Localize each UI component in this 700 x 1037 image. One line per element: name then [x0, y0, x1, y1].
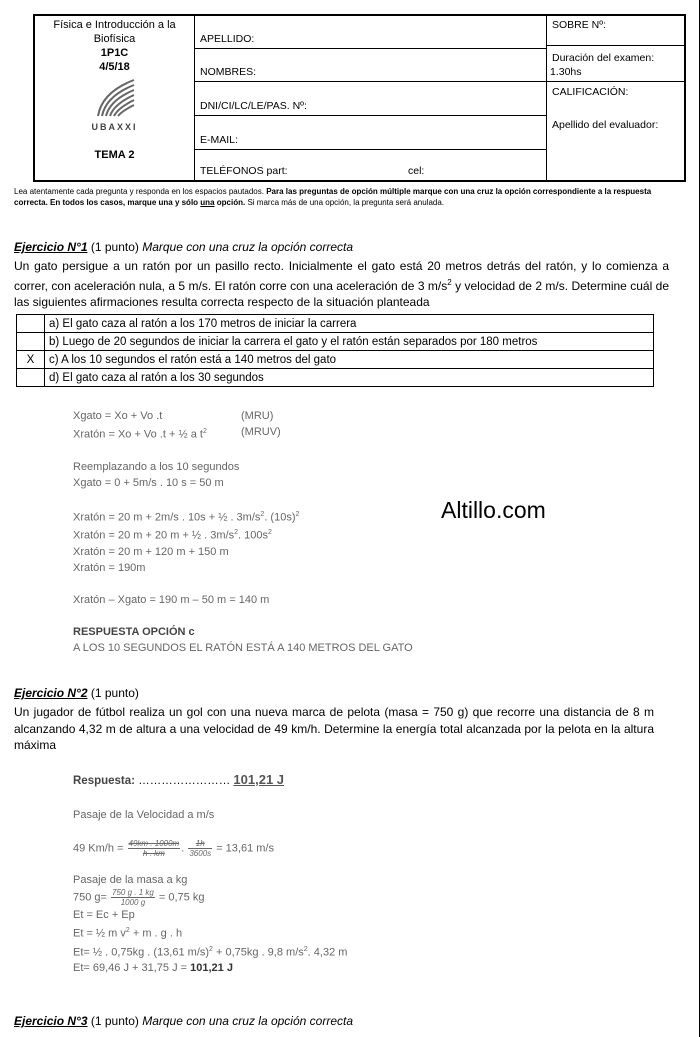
tema-label: TEMA 2 [94, 149, 135, 161]
exam-code: 1P1C [100, 47, 129, 59]
telefonos-field[interactable]: TELÉFONOS part: cel: [200, 165, 425, 177]
ex2-statement: Un jugador de fútbol realiza un gol con una nueva marca de pelota (masa = 750 g) que recorre una distancia de 8 m alcanzando 4,32 m de altura a una velocidad de 49 km/h. Determine la energía total alcanzada por la pelota en la altura máxima [14, 705, 654, 752]
option-row-d[interactable]: d) El gato caza al ratón a los 30 segundos [17, 369, 654, 387]
header-course-column [35, 16, 195, 180]
ex2-heading: Ejercicio N°2 (1 punto) [14, 686, 139, 700]
dni-field[interactable]: DNI/CI/LC/LE/PAS. Nº: [195, 82, 546, 116]
ex2-solution: Respuesta: …………………… 101,21 J Pasaje de la Velocidad a m/s 49 Km/h = $\frac{49km . 1000m}{h . km}$ . $\frac{1h}{3600s}$ = 13,61 m/s Pasaje de la masa a kg 750 g= $\frac{750 g . 1 kg}{1000 g}$ = 0,75 kg Et = Ec + Ep Et = ½ m $v^2 + m$ . g . h Et= ½ . 0,75kg . (13,61 m/s)$^2$ + 0,75kg . 9,8 $m/s^2$. 4,32 m Et= 69,46 J + 31,75 J = 101,21 J [73, 772, 348, 975]
ex3-heading: Ejercicio N°3 (1 punto) Marque con una cruz la opción correcta [14, 1014, 353, 1028]
ex1-heading: Ejercicio N°1 (1 punto) Marque con una cruz la opción correcta [14, 240, 353, 254]
nombres-field[interactable]: NOMBRES: [195, 49, 546, 82]
option-row-c[interactable]: X c) A los 10 segundos el ratón está a 140 metros del gato [17, 351, 654, 369]
option-row-a[interactable]: a) El gato caza al ratón a los 170 metros de iniciar la carrera [17, 315, 654, 333]
email-field[interactable]: E-MAIL: [195, 116, 546, 150]
ex1-options-table [16, 314, 654, 387]
ex1-statement: Un gato persigue a un ratón por un pasillo recto. Inicialmente el gato está 20 metros detrás del ratón, y lo comienza a correr, con aceleración nula, a 5 m/s. El ratón corre con una aceleración de 3 $m/s^2$ y velocidad de 2 m/s. Determine cuál de las siguientes afirmaciones resulta correcta respecto de la situación planteada [14, 259, 669, 309]
header-right-column [547, 16, 684, 180]
option-row-b[interactable]: b) Luego de 20 segundos de iniciar la carrera el gato y el ratón están separados por 180 metros [17, 333, 654, 351]
ex2-answer-label: Respuesta: [73, 775, 135, 787]
uba-logo-icon [90, 76, 140, 120]
ex1-answer-text: A LOS 10 SEGUNDOS EL RATÓN ESTÁ A 140 METROS DEL GATO [73, 641, 413, 654]
instructions: Lea atentamente cada pregunta y responda en los espacios pautados. Para las preguntas de opción múltiple marque con una cruz la opción correspondiente a la respuesta correcta. En todos los casos, marque una y sólo una opción. Si marca más de una opción, la pregunta será anulada. [14, 187, 652, 207]
altillo-watermark: Altillo.com [441, 497, 546, 523]
apellido-field[interactable]: APELLIDO: [195, 16, 546, 49]
cel-label: cel: [408, 165, 425, 177]
evaluador-label: Apellido del evaluador: [552, 119, 659, 131]
ex2-answer-value: 101,21 J [233, 772, 285, 787]
header-student-fields [195, 16, 547, 180]
exam-date: 4/5/18 [99, 61, 130, 73]
exam-header [33, 14, 686, 182]
ex1-solution: Xgato = Xo + Vo .t (MRU) Xratón = Xo + Vo .t + ½ a $t^2$ (MRUV) Reemplazando a los 10 segundos Xgato = 0 + 5m/s . 10 s = 50 m Xratón = 20 m + 2m/s . 10s + ½ . $3m/s^2$. $(10s)^2$ Xratón = 20 m + 20 m + ½ . $3m/s^2$. $100s^2$ Xratón = 20 m + 120 m + 150 m Xratón = 190m Xratón – Xgato = 190 m – 50 m = 140 m RESPUESTA OPCIÓN c A LOS 10 SEGUNDOS EL RATÓN ESTÁ A 140 METROS DEL GATO [73, 410, 413, 654]
logo-text: UBAXXI [91, 122, 138, 132]
sobre-field[interactable]: SOBRE Nº: [547, 16, 684, 46]
calificacion-label: CALIFICACIÓN: [552, 86, 629, 98]
course-title: Física e Introducción a la Biofísica [53, 19, 176, 45]
duracion-field: Duración del examen: 1.30hs [547, 46, 684, 82]
ex1-answer-label: RESPUESTA OPCIÓN c [73, 625, 195, 638]
